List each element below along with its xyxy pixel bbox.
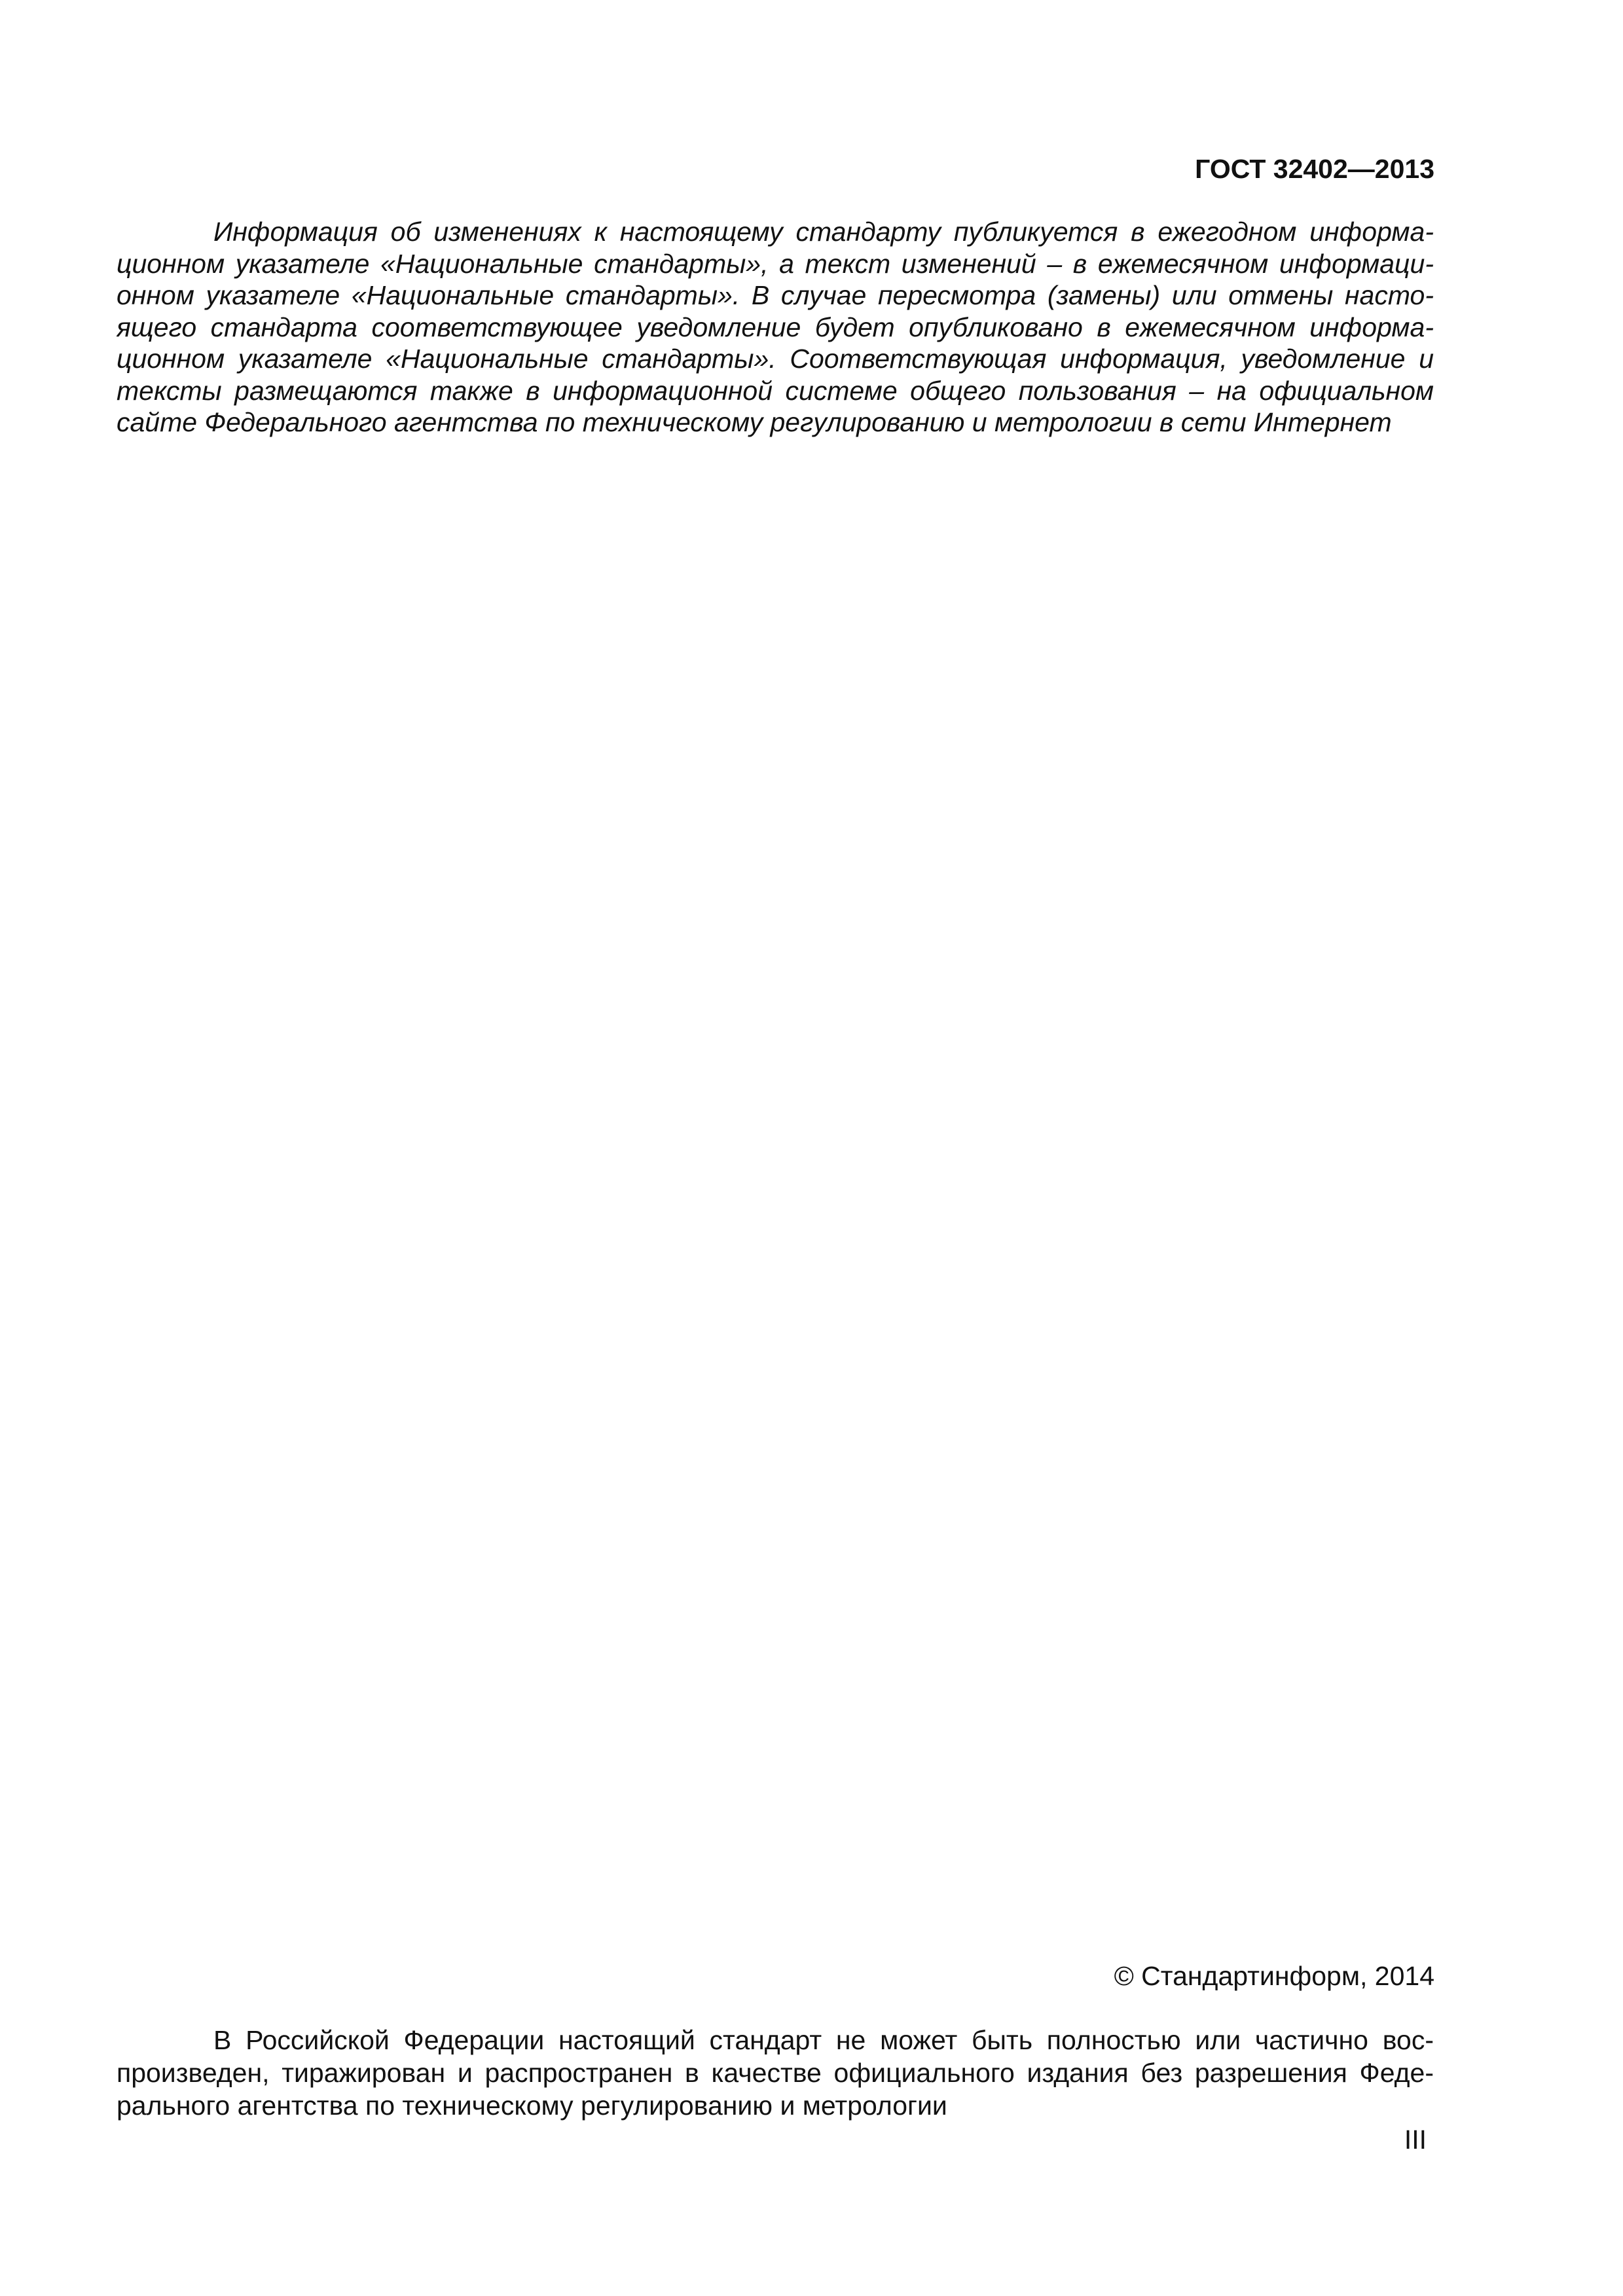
- page-number: III: [1404, 2125, 1427, 2155]
- info-line-6: тексты размещаются также в информационной системе общего пользования – на официальном: [117, 375, 1434, 406]
- info-line-2: ционном указателе «Национальные стандарты», а текст изменений – в ежемесячном информаци-: [117, 248, 1434, 279]
- info-line-7: сайте Федерального агентства по техническому регулированию и метрологии в сети Интернет: [117, 407, 1392, 437]
- copyright-line: © Стандартинформ, 2014: [1114, 1961, 1434, 1991]
- reproduction-notice: [117, 2024, 1434, 2122]
- document-code-header: ГОСТ 32402—2013: [1195, 154, 1434, 184]
- info-line-5: ционном указателе «Национальные стандарты». Соответствующая информация, уведомление и: [117, 344, 1434, 374]
- info-line-1: Информация об изменениях к настоящему стандарту публикуется в ежегодном информа-: [213, 217, 1434, 247]
- notice-line-3: рального агентства по техническому регулированию и метрологии: [117, 2090, 947, 2121]
- notice-line-1: В Российской Федерации настоящий стандарт не может быть полностью или частично вос-: [213, 2025, 1434, 2055]
- info-line-4: ящего стандарта соответствующее уведомление будет опубликовано в ежемесячном информа-: [117, 312, 1434, 342]
- notice-line-2: произведен, тиражирован и распространен в качестве официального издания без разрешения Феде-: [117, 2058, 1434, 2088]
- info-paragraph: [117, 216, 1434, 439]
- info-line-3: онном указателе «Национальные стандарты». В случае пересмотра (замены) или отмены насто-: [117, 280, 1434, 310]
